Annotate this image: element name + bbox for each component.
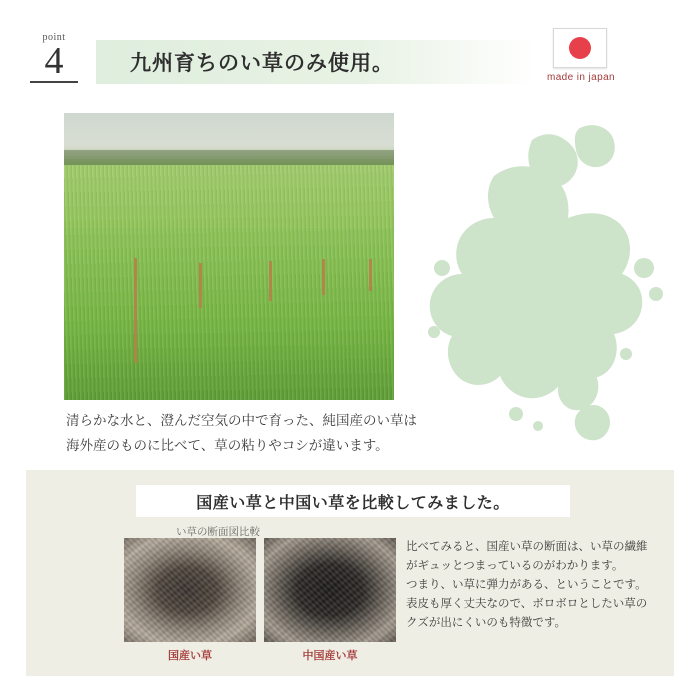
micro-caption-chinese: 中国産い草 — [302, 650, 358, 662]
photo-caption-line1: 清らかな水と、澄んだ空気の中で育った、純国産のい草は — [66, 413, 417, 428]
micro-texture — [264, 538, 396, 642]
comparison-body-line: 比べてみると、国産い草の断面は、い草の繊維 — [406, 541, 648, 553]
point-number: 4 — [44, 40, 64, 82]
chinese-igusa-cross-section — [264, 538, 396, 642]
photo-caption-line2: 海外産のものに比べて、草の粘りやコシが違います。 — [66, 438, 389, 453]
field-post — [369, 259, 372, 291]
comparison-title: 国産い草と中国い草を比較してみました。 — [196, 494, 510, 512]
micro-item-chinese — [264, 538, 396, 663]
comparison-title-band — [136, 485, 570, 517]
comparison-body-text — [406, 538, 658, 633]
comparison-body-line: つまり、い草に弾力がある、ということです。 — [406, 579, 647, 591]
photo-grass-texture — [64, 165, 394, 400]
header — [0, 0, 700, 108]
made-in-japan-label: made in japan — [546, 72, 616, 83]
micro-item-domestic — [124, 538, 256, 663]
point-label: point — [42, 32, 66, 43]
title-band — [96, 40, 536, 84]
comparison-body-line: 表皮も厚く丈夫なので、ボロボロとしたい草の — [406, 598, 648, 610]
point-badge — [30, 32, 78, 83]
micro-caption-domestic: 国産い草 — [168, 650, 212, 662]
field-post — [199, 263, 202, 308]
flag-circle-shape — [569, 37, 591, 59]
field-post — [134, 258, 137, 363]
page-title: 九州育ちのい草のみ使用。 — [130, 51, 394, 75]
japan-flag-icon — [553, 28, 607, 68]
field-post — [269, 261, 272, 301]
comparison-panel — [26, 470, 674, 676]
photo-caption — [66, 408, 496, 458]
domestic-igusa-cross-section — [124, 538, 256, 642]
field-post — [322, 259, 325, 295]
cross-section-label: い草の断面図比較 — [176, 527, 260, 538]
igusa-field-photo — [64, 113, 394, 400]
micro-texture — [124, 538, 256, 642]
micro-image-group — [124, 538, 396, 663]
kyushu-map — [420, 118, 680, 448]
comparison-body-line: クズが出にくいのも特徴です。 — [406, 617, 566, 629]
comparison-body-line: がギュッとつまっているのがわかります。 — [406, 560, 624, 572]
